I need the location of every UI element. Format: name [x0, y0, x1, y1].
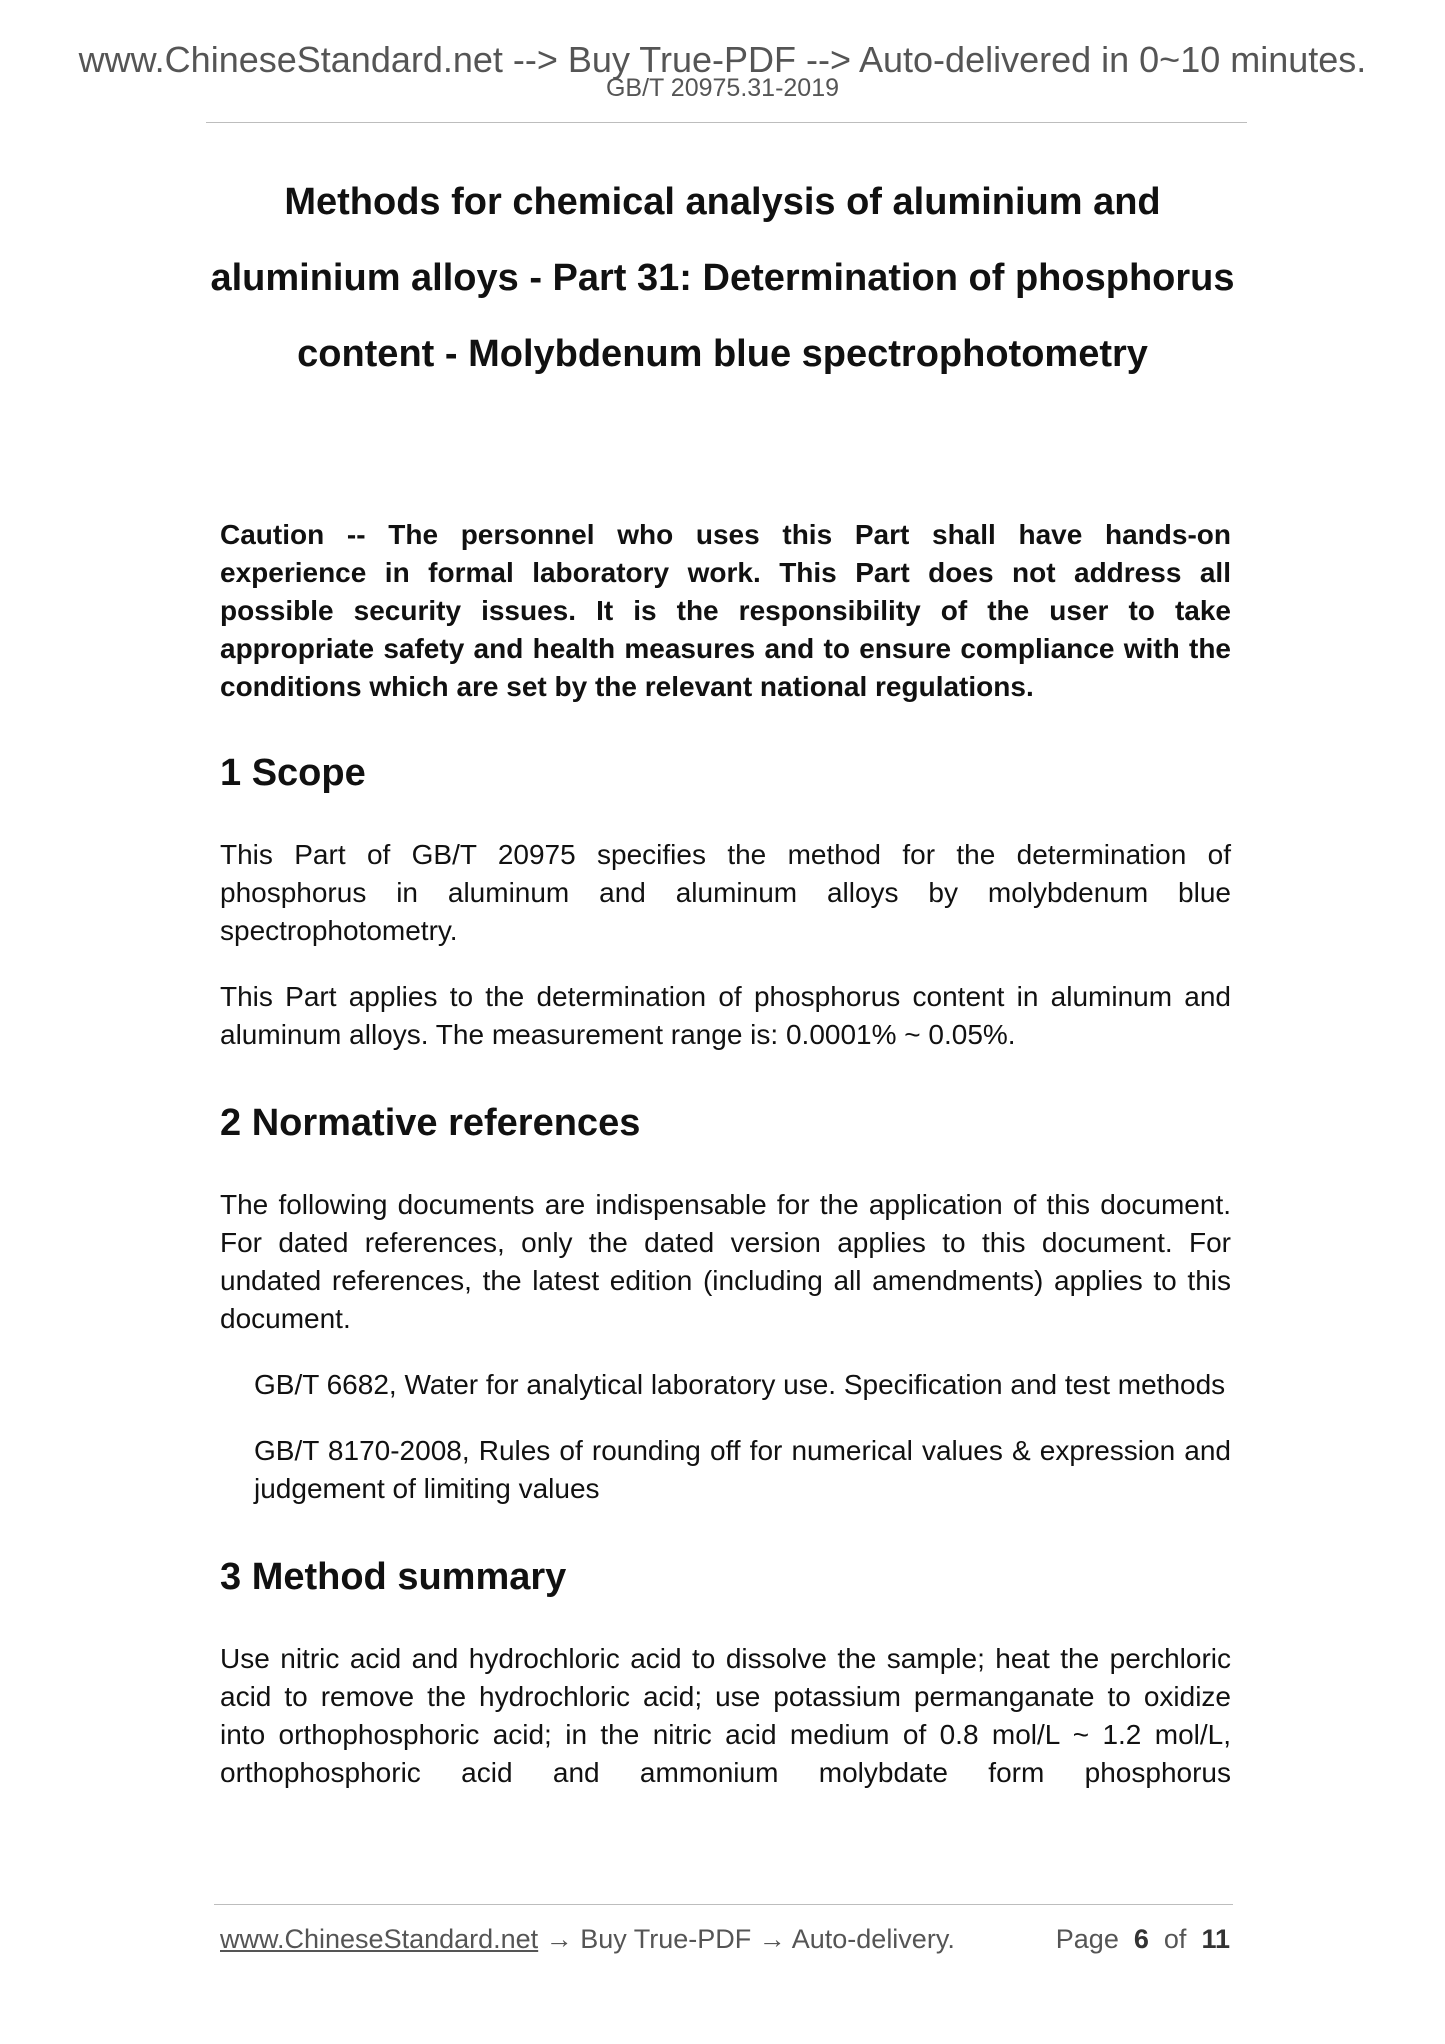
- top-banner: www.ChineseStandard.net --> Buy True-PDF --> Auto-delivered in 0~10 minutes.: [78, 39, 1367, 80]
- scope-paragraph-1: This Part of GB/T 20975 specifies the method for the determination of phosphorus in aluminum and aluminum alloys by molybdenum blue spectrophotometry.: [220, 839, 1231, 946]
- references-intro: The following documents are indispensable for the application of this document. For dated references, only the dated version applies to this document. For undated references, the latest edition (including all amendments) applies to this document.: [220, 1189, 1231, 1334]
- total-pages: 11: [1201, 1924, 1230, 1954]
- page-label: Page: [1055, 1924, 1119, 1954]
- page-indicator: [1056, 1922, 1230, 1956]
- footer-left: [220, 1922, 955, 1956]
- standard-number: GB/T 20975.31-2019: [605, 74, 840, 102]
- document-title: Methods for chemical analysis of aluminium and aluminium alloys - Part 31: Determination of phosphorus content - Molybdenum blue spectrophotometry: [210, 181, 1235, 375]
- section-heading-references: 2 Normative references: [220, 1102, 641, 1144]
- scope-paragraph-2: This Part applies to the determination of phosphorus content in aluminum and aluminum alloys. The measurement range is: 0.0001% ~ 0.05%.: [220, 981, 1231, 1050]
- document-body: [220, 516, 1231, 1820]
- section-heading-scope: 1 Scope: [220, 752, 366, 794]
- method-paragraph: Use nitric acid and hydrochloric acid to dissolve the sample; heat the perchloric acid to remove the hydrochloric acid; use potassium permanganate to oxidize into orthophosphoric acid; in the nitric acid medium of 0.8 mol/L ~ 1.2 mol/L, orthophosphoric acid and ammonium molybdate form phosphorus: [220, 1643, 1231, 1788]
- header-divider: [206, 122, 1247, 123]
- reference-item: GB/T 8170-2008, Rules of rounding off for numerical values & expression and judgement of limiting values: [254, 1435, 1231, 1504]
- reference-item: GB/T 6682, Water for analytical laboratory use. Specification and test methods: [254, 1369, 1226, 1400]
- caution-notice: Caution -- The personnel who uses this Part shall have hands-on experience in formal laboratory work. This Part does not address all possible security issues. It is the responsibility of the user to take appropriate safety and health measures and to ensure compliance with the conditions which are set by the relevant national regulations.: [220, 519, 1231, 702]
- footer-text: → Buy True-PDF → Auto-delivery.: [538, 1924, 955, 1954]
- footer-site-link[interactable]: www.ChineseStandard.net: [220, 1924, 539, 1954]
- page-number: 6: [1133, 1924, 1149, 1954]
- footer-divider: [214, 1904, 1233, 1905]
- of-label: of: [1163, 1924, 1187, 1954]
- section-heading-method: 3 Method summary: [220, 1556, 567, 1598]
